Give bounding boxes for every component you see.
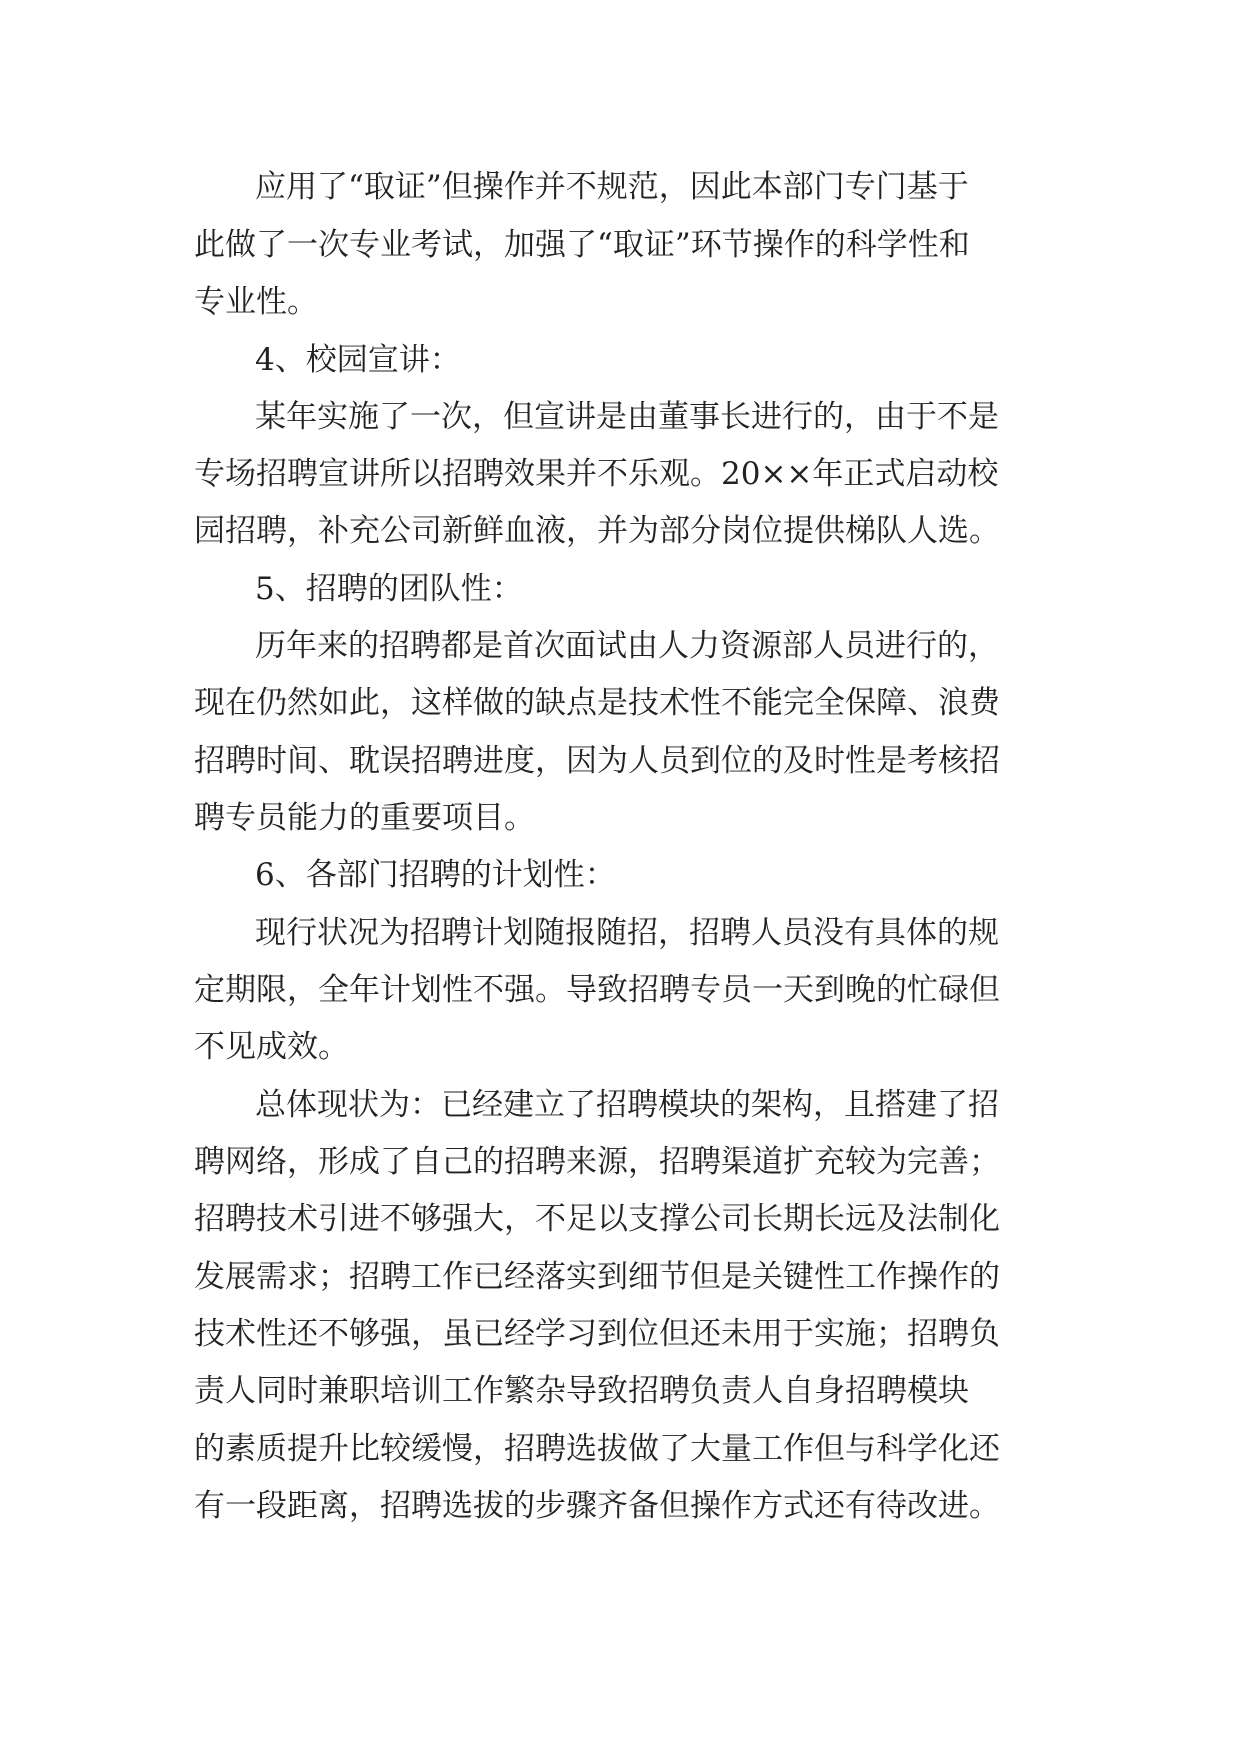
text-line: 发展需求；招聘工作已经落实到细节但是关键性工作操作的 xyxy=(194,1259,1000,1295)
text-line: 定期限，全年计划性不强。导致招聘专员一天到晚的忙碌但 xyxy=(194,972,1000,1008)
text-line: 的素质提升比较缓慢，招聘选拔做了大量工作但与科学化还 xyxy=(194,1431,1000,1467)
text-line: 聘专员能力的重要项目。 xyxy=(194,800,535,836)
text-line: 应用了“取证”但操作并不规范，因此本部门专门基于 xyxy=(255,169,969,205)
section-heading: 4、校园宣讲： xyxy=(255,342,461,378)
text-line: 历年来的招聘都是首次面试由人力资源部人员进行的， xyxy=(255,628,999,664)
text-line: 现在仍然如此，这样做的缺点是技术性不能完全保障、浪费 xyxy=(194,685,1000,721)
section-heading: 6、各部门招聘的计划性： xyxy=(255,857,616,893)
text-line: 招聘技术引进不够强大，不足以支撑公司长期长远及法制化 xyxy=(194,1201,1000,1237)
text-line: 不见成效。 xyxy=(194,1029,349,1065)
text-line: 园招聘，补充公司新鲜血液，并为部分岗位提供梯队人选。 xyxy=(194,513,1000,549)
text-line: 技术性还不够强，虽已经学习到位但还未用于实施；招聘负 xyxy=(194,1316,1000,1352)
text-line: 某年实施了一次，但宣讲是由董事长进行的，由于不是 xyxy=(255,399,999,435)
text-line: 专场招聘宣讲所以招聘效果并不乐观。20××年正式启动校 xyxy=(194,456,999,492)
text-line: 总体现状为：已经建立了招聘模块的架构，且搭建了招 xyxy=(255,1087,999,1123)
text-line: 聘网络，形成了自己的招聘来源，招聘渠道扩充较为完善； xyxy=(194,1144,1000,1180)
text-line: 现行状况为招聘计划随报随招，招聘人员没有具体的规 xyxy=(255,915,999,951)
text-line: 此做了一次专业考试，加强了“取证”环节操作的科学性和 xyxy=(194,227,970,263)
text-line: 有一段距离，招聘选拔的步骤齐备但操作方式还有待改进。 xyxy=(194,1488,1000,1524)
text-line: 责人同时兼职培训工作繁杂导致招聘负责人自身招聘模块 xyxy=(194,1373,969,1409)
section-heading: 5、招聘的团队性： xyxy=(255,571,523,607)
text-line: 专业性。 xyxy=(194,284,318,320)
text-line: 招聘时间、耽误招聘进度，因为人员到位的及时性是考核招 xyxy=(194,743,1000,779)
